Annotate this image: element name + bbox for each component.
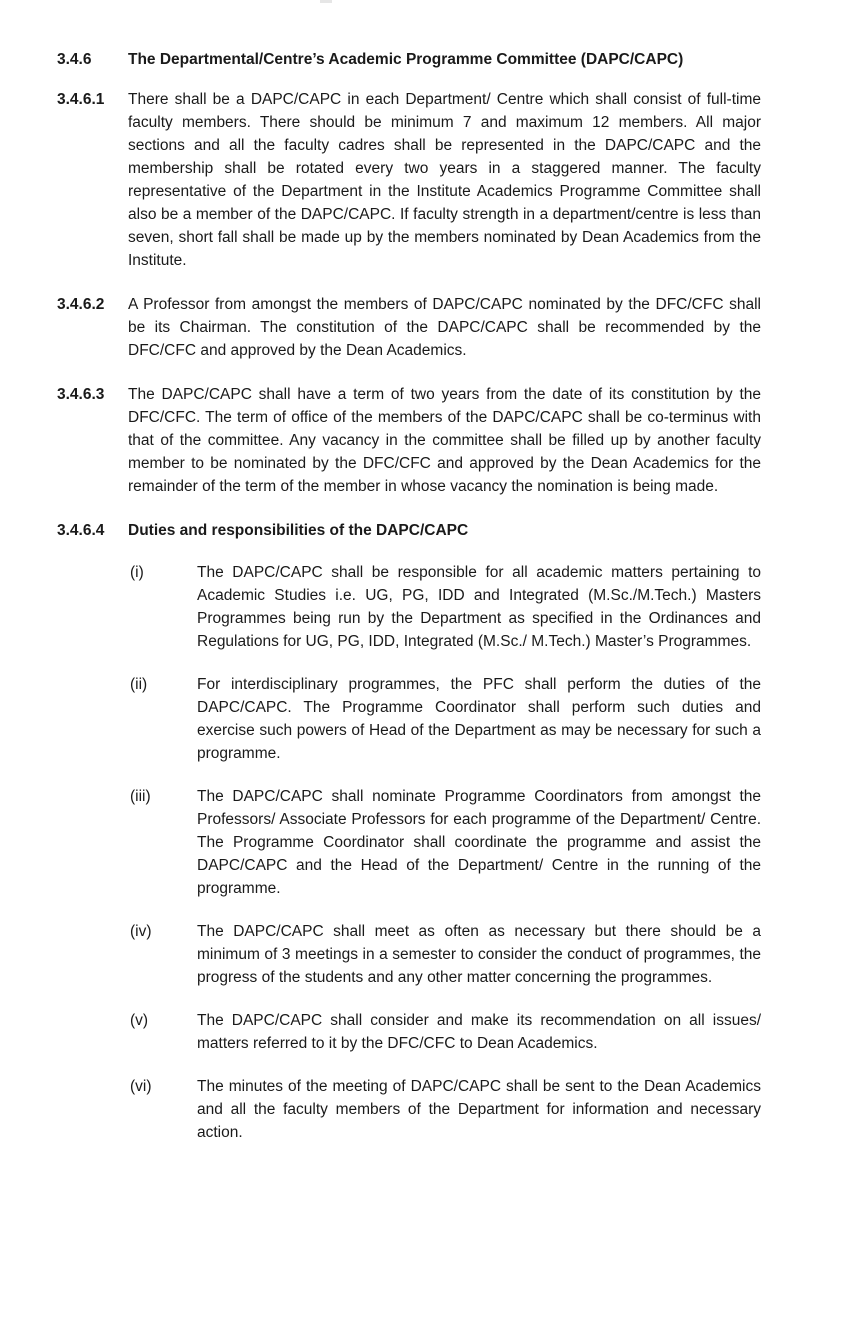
paragraph-text: There shall be a DAPC/CAPC in each Department/ Centre which shall consist of full-time faculty members. There should be minimum 7 and maximum 12 members. All major sections and all the faculty cadres shall be represented in the DAPC/CAPC and the membership shall be rotated every two years in a staggered manner. The faculty representative of the Department in the Institute Academics Programme Committee shall also be a member of the DAPC/CAPC. If faculty strength in a department/centre is less than seven, short fall shall be made up by the members nominated by Dean Academics from the Institute. — [128, 91, 761, 269]
scan-artifact — [320, 0, 332, 3]
paragraph-text: A Professor from amongst the members of DAPC/CAPC nominated by the DFC/CFC shall be its Chairman. The constitution of the DAPC/CAPC shall be recommended by the DFC/CFC and approved by the Dean Academics. — [128, 296, 761, 359]
section-number: 3.4.6 — [57, 51, 92, 68]
paragraph — [57, 88, 761, 272]
list-item-label: (ii) — [130, 676, 148, 693]
list-item — [130, 1009, 761, 1055]
list-item-text: The DAPC/CAPC shall meet as often as necessary but there should be a minimum of 3 meetings in a semester to consider the conduct of programmes, the progress of the students and any other matter concerning the programmes. — [197, 923, 761, 986]
page-content — [57, 48, 761, 1144]
list-item — [130, 785, 761, 900]
subsection-title: Duties and responsibilities of the DAPC/CAPC — [128, 522, 469, 539]
list-item — [130, 920, 761, 989]
list-item — [130, 1075, 761, 1144]
list-item-label: (vi) — [130, 1078, 152, 1095]
subsection-number: 3.4.6.4 — [57, 522, 105, 539]
list-item-label: (v) — [130, 1012, 149, 1029]
section-heading — [57, 48, 761, 71]
list-item — [130, 561, 761, 653]
paragraph-number: 3.4.6.3 — [57, 386, 105, 403]
list-item-text: The DAPC/CAPC shall be responsible for all academic matters pertaining to Academic Studies i.e. UG, PG, IDD and Integrated (M.Sc./M.Tech.) Masters Programmes being run by the Department as specified in the Ordinances and Regulations for UG, PG, IDD, Integrated (M.Sc./ M.Tech.) Master’s Programmes. — [197, 564, 761, 650]
section-title: The Departmental/Centre’s Academic Programme Committee (DAPC/CAPC) — [128, 51, 684, 68]
paragraph-text: The DAPC/CAPC shall have a term of two years from the date of its constitution by the DFC/CFC. The term of office of the members of the DAPC/CAPC shall be co-terminus with that of the committee. Any vacancy in the committee shall be filled up by another faculty member to be nominated by the DFC/CFC and approved by the Dean Academics for the remainder of the term of the member in whose vacancy the nomination is being made. — [128, 386, 761, 495]
paragraph — [57, 293, 761, 362]
paragraph-number: 3.4.6.2 — [57, 296, 105, 313]
list-item-label: (i) — [130, 564, 144, 581]
list-item — [130, 673, 761, 765]
paragraph-number: 3.4.6.1 — [57, 91, 105, 108]
list-item-label: (iii) — [130, 788, 151, 805]
list-item-text: The DAPC/CAPC shall consider and make its recommendation on all issues/ matters referred to it by the DFC/CFC to Dean Academics. — [197, 1012, 761, 1052]
list-item-text: The minutes of the meeting of DAPC/CAPC shall be sent to the Dean Academics and all the faculty members of the Department for information and necessary action. — [197, 1078, 761, 1141]
paragraph — [57, 383, 761, 498]
list-item-label: (iv) — [130, 923, 152, 940]
list-item-text: For interdisciplinary programmes, the PFC shall perform the duties of the DAPC/CAPC. The Programme Coordinator shall perform such duties and exercise such powers of Head of the Department as may be necessary for such a programme. — [197, 676, 761, 762]
list-item-text: The DAPC/CAPC shall nominate Programme Coordinators from amongst the Professors/ Associate Professors for each programme of the Department/ Centre. The Programme Coordinator shall coordinate the programme and assist the DAPC/CAPC and the Head of the Department/ Centre in the running of the programme. — [197, 788, 761, 897]
subsection-heading — [57, 519, 761, 542]
